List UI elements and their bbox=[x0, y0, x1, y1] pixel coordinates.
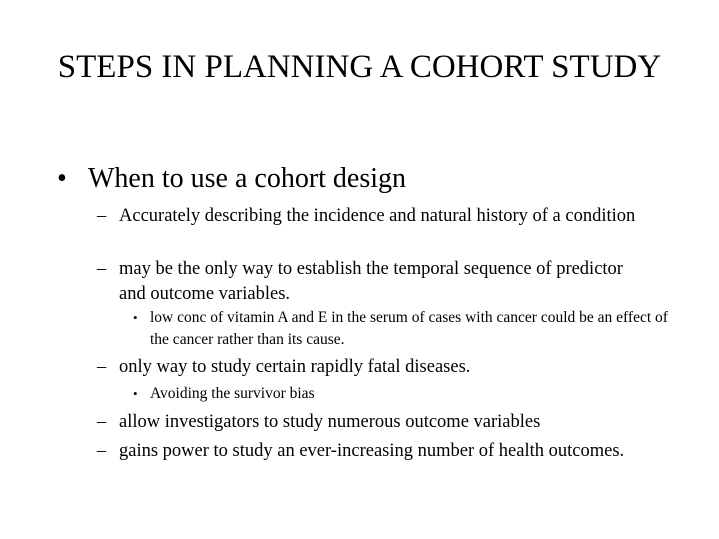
dot-marker: • bbox=[133, 386, 138, 401]
sub-bullet-text: allow investigators to study numerous outcome variables bbox=[119, 412, 541, 432]
sub-bullet-text: may be the only way to establish the temporal sequence of predictor and outcome variables. bbox=[119, 259, 623, 304]
dash-marker: – bbox=[97, 259, 107, 279]
dash-marker: – bbox=[97, 441, 107, 461]
bullet-marker: • bbox=[57, 163, 67, 194]
slide-title: STEPS IN PLANNING A COHORT STUDY bbox=[57, 49, 662, 85]
main-bullet-text: When to use a cohort design bbox=[88, 163, 407, 194]
sub-sub-bullet-text: low conc of vitamin A and E in the serum of cases with cancer could be an effect of the cancer rather than its cause. bbox=[150, 309, 668, 348]
dash-marker: – bbox=[97, 357, 107, 377]
sub-bullet-text: only way to study certain rapidly fatal diseases. bbox=[119, 357, 471, 377]
sub-sub-bullet-text: Avoiding the survivor bias bbox=[150, 385, 315, 402]
dot-marker: • bbox=[133, 310, 138, 325]
sub-bullet-text: Accurately describing the incidence and natural history of a condition bbox=[119, 206, 636, 226]
sub-bullet-text: gains power to study an ever-increasing number of health outcomes. bbox=[119, 441, 625, 461]
dash-marker: – bbox=[97, 206, 107, 226]
dash-marker: – bbox=[97, 412, 107, 432]
